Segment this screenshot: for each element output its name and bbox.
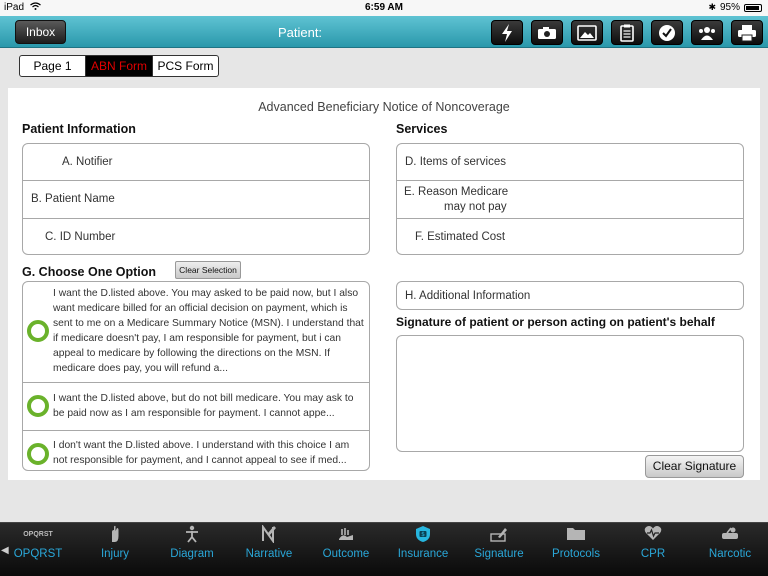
tabbar-label-protocols: Protocols: [552, 548, 600, 560]
heart-icon: [618, 525, 688, 545]
reason-medicare-label-line2: may not pay: [444, 201, 507, 213]
status-right: [708, 2, 762, 13]
option-3-text: I don't want the D.listed above. I understand with this choice I am not responsible for payment, and I cannot appeal to see if med...: [53, 440, 350, 466]
tabbar-label-outcome: Outcome: [322, 548, 370, 560]
narcotic-icon: [695, 525, 765, 545]
patient-info-heading: Patient Information: [22, 122, 136, 136]
option-1-text: I want the D.listed above. You may asked to be paid now, but I also want medicare billed for an official decision on payment, which is sent to me on a Medicare Summary Notice (MSN). I understand that if medicare doesn't pay, I am responsible for payment, but i can appeal to medicare by following the directions on the MSN. If medicare does pay, you will refund a...: [53, 288, 364, 374]
items-of-services-field[interactable]: [397, 144, 743, 181]
id-number-field[interactable]: [23, 219, 369, 256]
option-3-radio[interactable]: [27, 443, 49, 465]
tabbar-item-outcome[interactable]: [311, 525, 381, 565]
id-number-label: C. ID Number: [45, 231, 116, 243]
nav-bar: [0, 16, 768, 48]
scroll-left-arrow-icon[interactable]: ◀: [1, 545, 9, 556]
tabbar-label-signature: Signature: [474, 548, 524, 560]
notifier-field[interactable]: [23, 144, 369, 181]
svg-text:$: $: [421, 531, 425, 538]
clear-signature-button[interactable]: Clear Signature: [645, 455, 744, 478]
people-button[interactable]: [691, 20, 723, 45]
checkmark-icon: [658, 24, 676, 42]
reason-medicare-label: E. Reason Medicare: [404, 186, 509, 198]
option-1[interactable]: [23, 282, 369, 383]
signature-icon: [464, 525, 534, 545]
reason-medicare-field[interactable]: [397, 181, 743, 219]
tabbar-label-narcotic: Narcotic: [708, 548, 752, 560]
option-2-text: I want the D.listed above, but do not bill medicare. You may ask to be paid now as I am responsible for payment. I cannot appe...: [53, 393, 354, 419]
tabbar-item-injury[interactable]: [80, 525, 150, 565]
page-title: Patient:: [277, 25, 323, 40]
opqrst-icon: OPQRST: [23, 531, 53, 538]
services-heading: Services: [396, 122, 448, 136]
tab-page-1[interactable]: Page 1: [20, 56, 86, 76]
tab-abn-form[interactable]: ABN Form: [86, 56, 153, 76]
option-2-radio[interactable]: [27, 395, 49, 417]
status-bar: [0, 0, 768, 16]
outcome-icon: [311, 525, 381, 545]
hand-icon: [80, 525, 150, 545]
clear-selection-button[interactable]: Clear Selection: [175, 261, 241, 279]
tabbar-label-narrative: Narrative: [245, 548, 293, 560]
signature-heading: Signature of patient or person acting on patient's behalf: [396, 315, 715, 329]
clipboard-icon: [620, 24, 634, 42]
patient-name-label: B. Patient Name: [31, 193, 115, 205]
additional-info-field[interactable]: [396, 281, 744, 310]
people-icon: [697, 25, 717, 41]
printer-button[interactable]: [731, 20, 763, 45]
services-box: [396, 143, 744, 255]
tabbar-label-cpr: CPR: [640, 548, 666, 560]
insurance-icon: [388, 525, 458, 545]
tabbar-label-diagram: Diagram: [170, 548, 214, 560]
tabbar-item-opqrst[interactable]: [3, 525, 73, 565]
tabbar-label-injury: Injury: [100, 548, 130, 560]
tabbar-item-protocols[interactable]: [541, 525, 611, 565]
option-2[interactable]: [23, 383, 369, 431]
abn-form-panel: [8, 88, 760, 480]
form-tabs: [19, 55, 219, 77]
tabbar-label-opqrst: OPQRST: [13, 548, 63, 560]
option-1-radio[interactable]: [27, 320, 49, 342]
additional-info-label: H. Additional Information: [405, 290, 531, 302]
tabbar-item-insurance[interactable]: [388, 525, 458, 565]
device-name: iPad: [4, 2, 25, 13]
body-icon: [157, 525, 227, 545]
estimated-cost-field[interactable]: [397, 219, 743, 256]
tabbar-item-signature[interactable]: [464, 525, 534, 565]
tabbar-item-narcotic[interactable]: [695, 525, 765, 565]
battery-fill: [746, 6, 759, 10]
inbox-button[interactable]: Inbox: [15, 20, 66, 44]
bluetooth-icon: ✱: [708, 2, 716, 12]
folder-icon: [541, 525, 611, 545]
signature-pad[interactable]: [396, 335, 744, 452]
form-title: Advanced Beneficiary Notice of Noncoverage: [258, 100, 510, 114]
gallery-button[interactable]: [571, 20, 603, 45]
tabbar-label-insurance: Insurance: [397, 548, 449, 560]
tabbar-item-cpr[interactable]: [618, 525, 688, 565]
tabbar-item-diagram[interactable]: [157, 525, 227, 565]
option-3[interactable]: [23, 431, 369, 472]
notifier-label: A. Notifier: [62, 156, 113, 168]
lightning-icon: [500, 24, 514, 42]
gallery-icon: [577, 25, 597, 41]
choose-option-heading: G. Choose One Option: [22, 265, 157, 279]
checkmark-button[interactable]: [651, 20, 683, 45]
clock: 6:59 AM: [365, 2, 403, 13]
patient-info-box: [22, 143, 370, 255]
narrative-icon: [234, 525, 304, 545]
battery-icon: [744, 4, 762, 12]
estimated-cost-label: F. Estimated Cost: [415, 231, 506, 243]
lightning-button[interactable]: [491, 20, 523, 45]
printer-icon: [737, 24, 757, 42]
clipboard-button[interactable]: [611, 20, 643, 45]
tabbar-item-narrative[interactable]: [234, 525, 304, 565]
battery-percent: 95%: [719, 2, 740, 13]
patient-name-field[interactable]: [23, 181, 369, 219]
options-box: [22, 281, 370, 471]
bottom-tab-bar: [0, 522, 768, 576]
tab-pcs-form[interactable]: PCS Form: [157, 59, 214, 73]
camera-icon: [537, 26, 557, 40]
items-of-services-label: D. Items of services: [405, 156, 506, 168]
camera-button[interactable]: [531, 20, 563, 45]
